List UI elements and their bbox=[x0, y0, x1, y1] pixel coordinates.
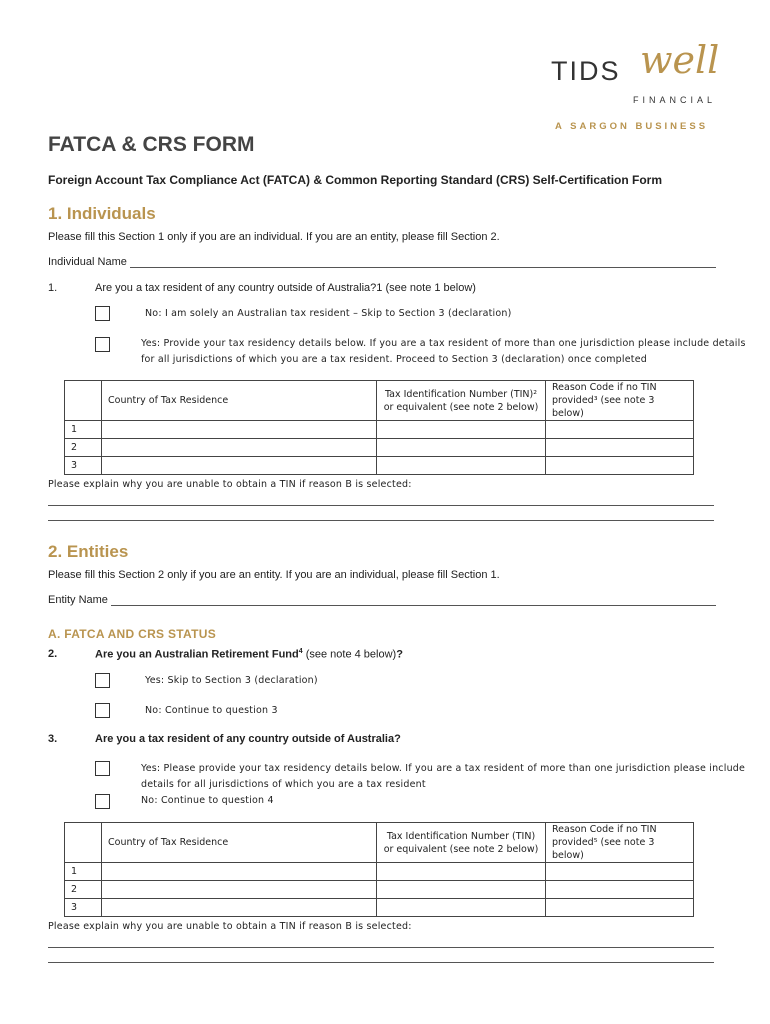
q3-yes-checkbox[interactable] bbox=[95, 761, 110, 776]
s1-row3-country[interactable] bbox=[102, 457, 377, 475]
q3-number: 3. bbox=[48, 733, 58, 745]
s2-row2-reason[interactable] bbox=[546, 881, 694, 899]
s2-row1-reason[interactable] bbox=[546, 863, 694, 881]
section1-intro: Please fill this Section 1 only if you are an individual. If you are an entity, please fill Section 2. bbox=[48, 231, 500, 243]
entity-name-field[interactable] bbox=[111, 595, 716, 606]
s1-explain-line-1[interactable] bbox=[48, 505, 714, 506]
table-row bbox=[65, 881, 694, 899]
s2-row-number: 1 bbox=[65, 863, 102, 881]
section2-tin-table bbox=[64, 822, 694, 917]
s2-col-tin-line2: or equivalent (see note 2 below) bbox=[383, 843, 539, 855]
s2-col-reason-line2: provided⁵ (see note 3 below) bbox=[552, 837, 655, 861]
fatca-crs-status-heading: A. FATCA AND CRS STATUS bbox=[48, 627, 217, 641]
entity-name-label: Entity Name bbox=[48, 594, 108, 606]
s2-row3-reason[interactable] bbox=[546, 899, 694, 917]
s1-explain-line-2[interactable] bbox=[48, 520, 714, 521]
q1-yes-label-line1: Yes: Provide your tax residency details below. If you are a tax resident of more than one jurisdiction please include details bbox=[141, 338, 746, 349]
s2-row1-tin[interactable] bbox=[377, 863, 546, 881]
s2-row3-country[interactable] bbox=[102, 899, 377, 917]
table-row bbox=[65, 421, 694, 439]
s2-row-number: 2 bbox=[65, 881, 102, 899]
q2-yes-label: Yes: Skip to Section 3 (declaration) bbox=[145, 675, 318, 686]
q1-yes-checkbox[interactable] bbox=[95, 337, 110, 352]
section1-tin-table bbox=[64, 380, 694, 475]
individual-name-label: Individual Name bbox=[48, 256, 127, 268]
section1-heading: 1. Individuals bbox=[48, 204, 156, 223]
s1-col-tin bbox=[377, 381, 546, 421]
q1-number: 1. bbox=[48, 282, 58, 294]
table-row bbox=[65, 899, 694, 917]
table-row bbox=[65, 863, 694, 881]
s1-row2-country[interactable] bbox=[102, 439, 377, 457]
s2-explain-label: Please explain why you are unable to obtain a TIN if reason B is selected: bbox=[48, 921, 412, 932]
logo-brand-left: TIDS bbox=[551, 56, 621, 86]
s1-row2-reason[interactable] bbox=[546, 439, 694, 457]
q3-text: Are you a tax resident of any country outside of Australia? bbox=[95, 733, 401, 745]
section2-intro: Please fill this Section 2 only if you are an entity. If you are an individual, please fill Section 1. bbox=[48, 569, 500, 581]
logo-brand-right: well bbox=[640, 38, 720, 82]
s1-col-reason-line2: provided³ (see note 3 below) bbox=[552, 395, 655, 419]
s1-col-tin-line1: Tax Identification Number (TIN)² bbox=[384, 388, 538, 400]
q1-text: Are you a tax resident of any country outside of Australia?1 (see note 1 below) bbox=[95, 282, 476, 294]
s1-row-number: 1 bbox=[65, 421, 102, 439]
s1-row1-country[interactable] bbox=[102, 421, 377, 439]
q1-yes-label-line2: for all jurisdictions of which you are a tax resident. Proceed to Section 3 (declaration) once completed bbox=[141, 354, 647, 365]
q2-no-checkbox[interactable] bbox=[95, 703, 110, 718]
s2-row-number: 3 bbox=[65, 899, 102, 917]
s2-col-tin bbox=[377, 823, 546, 863]
s1-row3-reason[interactable] bbox=[546, 457, 694, 475]
s2-row2-tin[interactable] bbox=[377, 881, 546, 899]
s2-col-tin-line1: Tax Identification Number (TIN) bbox=[386, 830, 536, 842]
s1-row-number: 2 bbox=[65, 439, 102, 457]
logo-tagline: A SARGON BUSINESS bbox=[555, 121, 709, 132]
s1-row2-tin[interactable] bbox=[377, 439, 546, 457]
q2-text-main: Are you an Australian Retirement Fund bbox=[95, 648, 299, 661]
logo-financial: FINANCIAL bbox=[633, 95, 717, 105]
s2-row3-tin[interactable] bbox=[377, 899, 546, 917]
form-title: FATCA & CRS FORM bbox=[48, 133, 255, 156]
section2-heading: 2. Entities bbox=[48, 542, 129, 561]
s2-col-reason bbox=[546, 823, 694, 863]
s1-row3-tin[interactable] bbox=[377, 457, 546, 475]
s1-col-reason bbox=[546, 381, 694, 421]
q2-note: (see note 4 below) bbox=[302, 648, 397, 661]
s2-explain-line-2[interactable] bbox=[48, 962, 714, 963]
s1-col-reason-line1: Reason Code if no TIN bbox=[552, 382, 657, 393]
q2-number: 2. bbox=[48, 648, 58, 660]
s2-row2-country[interactable] bbox=[102, 881, 377, 899]
entity-name-row bbox=[48, 594, 716, 606]
individual-name-field[interactable] bbox=[130, 257, 716, 268]
individual-name-row bbox=[48, 256, 716, 268]
s2-explain-line-1[interactable] bbox=[48, 947, 714, 948]
q3-no-label: No: Continue to question 4 bbox=[141, 795, 274, 806]
q3-yes-label-line1: Yes: Please provide your tax residency details below. If you are a tax resident of more than one jurisdiction please include bbox=[141, 763, 746, 774]
q3-no-checkbox[interactable] bbox=[95, 794, 110, 809]
q1-no-label: No: I am solely an Australian tax resident – Skip to Section 3 (declaration) bbox=[145, 308, 512, 319]
s2-col-reason-line1: Reason Code if no TIN bbox=[552, 824, 657, 835]
table-row bbox=[65, 439, 694, 457]
q2-sup: 4 bbox=[298, 648, 303, 655]
s2-col-country: Country of Tax Residence bbox=[102, 823, 377, 863]
q1-no-checkbox[interactable] bbox=[95, 306, 110, 321]
s2-row1-country[interactable] bbox=[102, 863, 377, 881]
q2-yes-checkbox[interactable] bbox=[95, 673, 110, 688]
q2-no-label: No: Continue to question 3 bbox=[145, 705, 278, 716]
s1-row1-tin[interactable] bbox=[377, 421, 546, 439]
s1-row1-reason[interactable] bbox=[546, 421, 694, 439]
form-subtitle: Foreign Account Tax Compliance Act (FATCA) & Common Reporting Standard (CRS) Self-Certification Form bbox=[48, 173, 663, 187]
s1-row-number: 3 bbox=[65, 457, 102, 475]
q2-text bbox=[95, 648, 403, 661]
q2-end: ? bbox=[396, 648, 403, 661]
table-row bbox=[65, 457, 694, 475]
s1-col-country: Country of Tax Residence bbox=[102, 381, 377, 421]
q3-yes-label-line2: details for all jurisdictions of which you are a tax resident bbox=[141, 779, 426, 790]
s1-explain-label: Please explain why you are unable to obtain a TIN if reason B is selected: bbox=[48, 479, 412, 490]
s1-col-tin-line2: or equivalent (see note 2 below) bbox=[383, 401, 539, 413]
